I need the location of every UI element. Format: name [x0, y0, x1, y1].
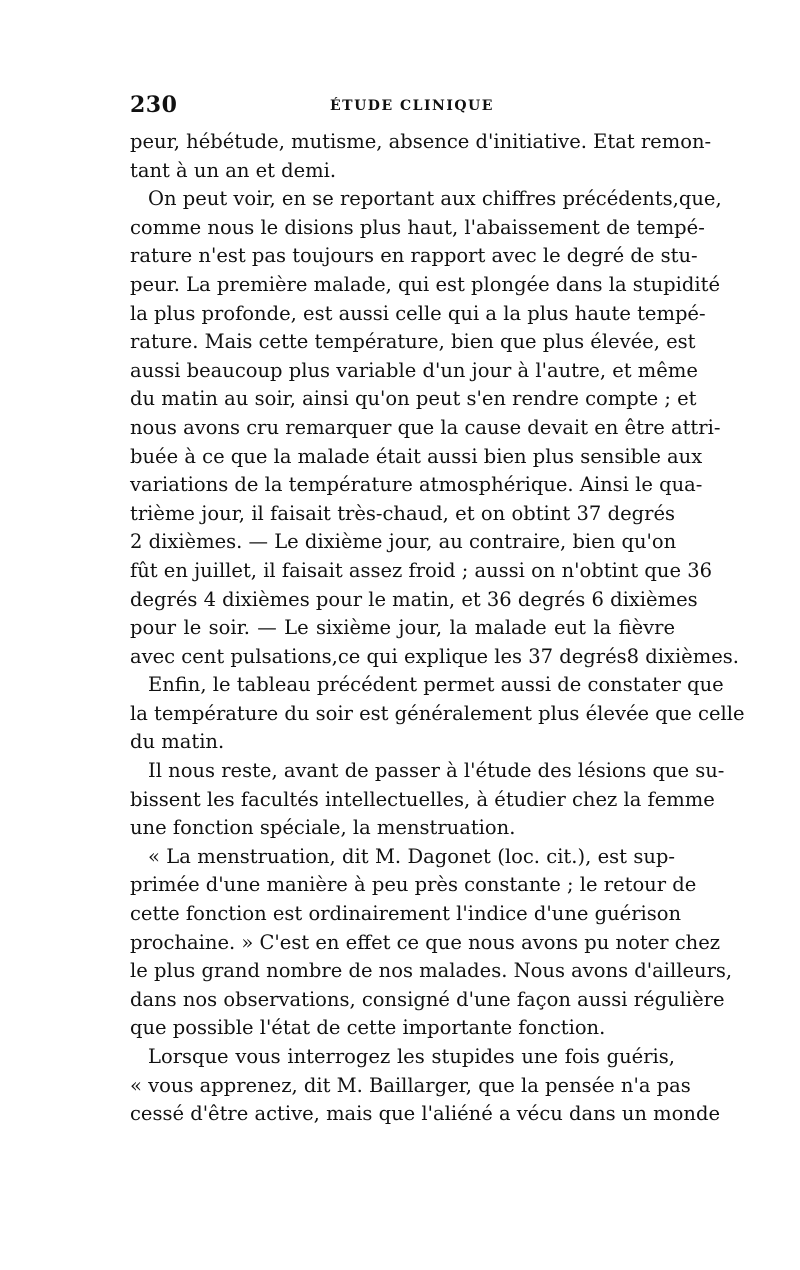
text-line: « La menstruation, dit M. Dagonet (loc. cit.), est sup- [148, 844, 675, 868]
text-line: trième jour, il faisait très-chaud, et on obtint 37 degrés [130, 501, 675, 525]
page-header [130, 92, 675, 122]
text-line: Il nous reste, avant de passer à l'étude des lésions que su- [148, 759, 725, 783]
text-line: avec cent pulsations,ce qui explique les 37 degrés8 dixièmes. [130, 644, 739, 668]
text-line: prochaine. » C'est en effet ce que nous avons pu noter chez [130, 930, 721, 954]
text-line: primée d'une manière à peu près constante ; le retour de [130, 873, 697, 897]
text-line: peur. La première malade, qui est plongée dans la stupidité [130, 272, 720, 296]
text-line: dans nos observations, consigné d'une façon aussi régulière [130, 987, 725, 1011]
text-line: rature n'est pas toujours en rapport avec le degré de stu- [130, 244, 698, 268]
text-line: la température du soir est généralement plus élevée que celle [130, 701, 745, 725]
text-line: nous avons cru remarquer que la cause devait en être attri- [130, 415, 721, 439]
text-line: bissent les facultés intellectuelles, à étudier chez la femme [130, 787, 715, 811]
text-line: cette fonction est ordinairement l'indice d'une guérison [130, 902, 682, 926]
text-line: tant à un an et demi. [130, 158, 337, 182]
running-head: ÉTUDE CLINIQUE [330, 98, 494, 114]
text-line: la plus profonde, est aussi celle qui a la plus haute tempé- [130, 301, 706, 325]
text-line: aussi beaucoup plus variable d'un jour à l'autre, et même [130, 358, 698, 382]
text-line: rature. Mais cette température, bien que plus élevée, est [130, 330, 696, 354]
text-line: peur, hébétude, mutisme, absence d'initiative. Etat remon- [130, 130, 712, 153]
text-line: du matin au soir, ainsi qu'on peut s'en rendre compte ; et [130, 387, 697, 411]
text-line: que possible l'état de cette importante fonction. [130, 1016, 606, 1040]
text-line: fût en juillet, il faisait assez froid ; aussi on n'obtint que 36 [130, 558, 713, 582]
text-line: une fonction spéciale, la menstruation. [130, 816, 516, 840]
text-line: Lorsque vous interrogez les stupides une fois guéris, [148, 1045, 675, 1068]
page-number: 230 [130, 92, 178, 118]
text-line: On peut voir, en se reportant aux chiffres précédents,que, [148, 187, 722, 211]
text-line: buée à ce que la malade était aussi bien plus sensible aux [130, 444, 703, 468]
text-line: degrés 4 dixièmes pour le matin, et 36 degrés 6 dixièmes [130, 587, 698, 611]
text-line: comme nous le disions plus haut, l'abaissement de tempé- [130, 215, 705, 239]
body-text [130, 128, 745, 1129]
text-line: le plus grand nombre de nos malades. Nous avons d'ailleurs, [130, 959, 733, 983]
text-line: Enfin, le tableau précédent permet aussi de constater que [148, 673, 724, 697]
text-line: du matin. [130, 730, 225, 754]
text-line: « vous apprenez, dit M. Baillarger, que la pensée n'a pas [130, 1073, 691, 1097]
text-line: pour le soir. — Le sixième jour, la malade eut la fièvre [130, 616, 675, 640]
text-line: 2 dixièmes. — Le dixième jour, au contraire, bien qu'on [130, 530, 677, 554]
text-line: variations de la température atmosphérique. Ainsi le qua- [130, 473, 703, 497]
text-line: cessé d'être active, mais que l'aliéné a vécu dans un monde [130, 1102, 720, 1126]
